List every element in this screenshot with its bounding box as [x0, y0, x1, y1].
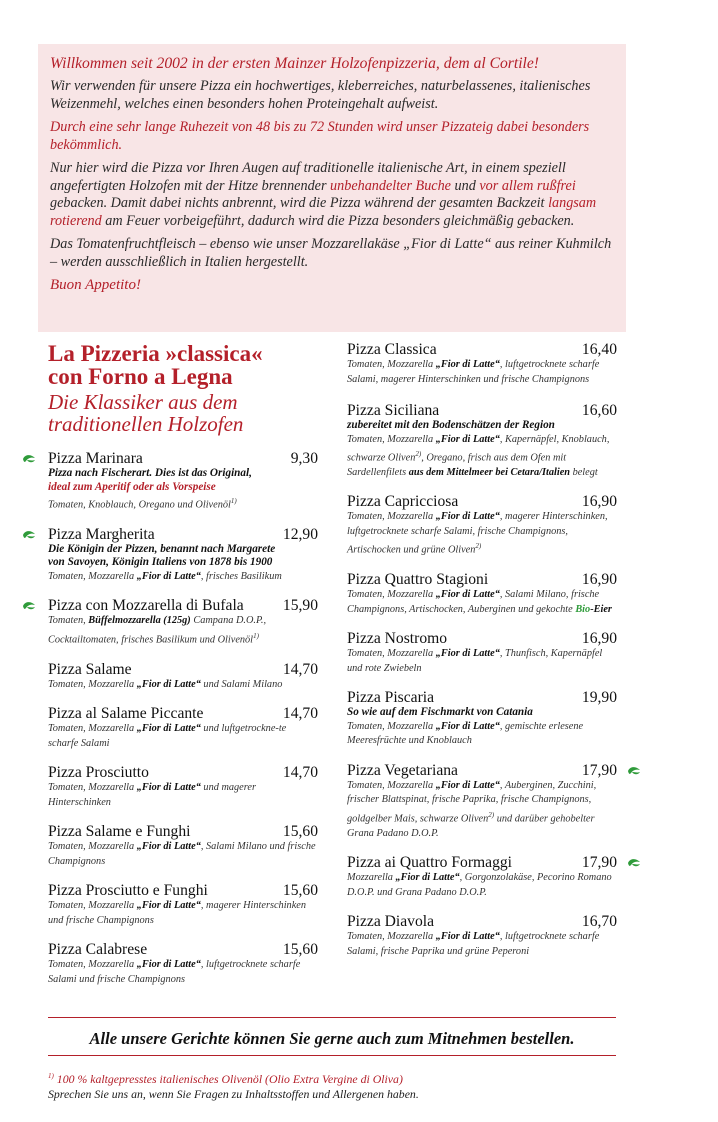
item-price: 9,30 [290, 450, 318, 467]
menu-item-bufala [48, 598, 318, 647]
takeaway-notice: Alle unsere Gerichte können Sie gerne auch zum Mitnehmen bestellen. [89, 1029, 575, 1048]
item-name: Pizza Capricciosa [347, 493, 459, 511]
leaf-icon [22, 601, 36, 611]
item-price: 15,60 [282, 882, 318, 900]
menu-item-margherita [48, 527, 318, 585]
item-description: Tomaten, Knoblauch, Oregano und Olivenöl$^{1)}$ [48, 497, 237, 511]
item-description: Tomaten, Mozzarella „Fior di Latte“, Salami Milano, frische Champignons, Artischocken, Auberginen und gekochte Bio-Eier [347, 589, 612, 615]
menu-item-salame-piccante [48, 706, 318, 751]
item-price: 14,70 [282, 660, 318, 678]
divider-bottom [48, 1055, 616, 1056]
item-lead: zubereitet mit den Bodenschätzen der Region [347, 419, 555, 431]
item-name: Pizza con Mozzarella di Bufala [48, 597, 244, 615]
item-lead: So wie auf dem Fischmarkt von Catania [347, 706, 533, 719]
item-description: Tomaten, Mozzarella „Fior di Latte“ und luftgetrockne-te scharfe Salami [48, 723, 287, 749]
menu-item-classica [347, 342, 617, 387]
menu-item-prosciutto-funghi [48, 883, 318, 928]
leaf-icon [22, 454, 36, 464]
section-subtitle: Die Klassiker aus dem traditionellen Holzofen [48, 390, 244, 436]
item-name: Pizza Prosciutto e Funghi [48, 882, 208, 900]
item-description: Tomaten, Mozzarella „Fior di Latte“, Salami Milano und frische Champignons [48, 841, 316, 867]
item-description: Tomaten, Mozzarella „Fior di Latte“, Kapernäpfel, Knoblauch, schwarze Oliven$^{2)}$, Oregano, frisch aus dem Ofen mit Sardellenfilets aus dem Mittelmeer bei Cetara/Italien belegt [347, 433, 610, 478]
menu-item-prosciutto [48, 765, 318, 810]
item-price: 12,90 [282, 525, 318, 543]
item-name: Pizza Classica [347, 341, 437, 358]
item-name: Pizza Prosciutto [48, 764, 149, 782]
item-price: 16,70 [581, 913, 617, 931]
allergen-notice: Sprechen Sie uns an, wenn Sie Fragen zu Inhaltsstoffen und Allergenen haben. [48, 1087, 419, 1101]
right-column [347, 342, 617, 959]
item-lead: Die Königin der Pizzen, benannt nach Margarete [48, 542, 276, 555]
intro-paragraph-oven: Nur hier wird die Pizza vor Ihren Augen auf traditionelle italienische Art, in einem speziell angefertigten Holzofen mit der Hitze brennender unbehandelter Buche und vor allem rußfrei gebacken. Damit dabei nichts anbrennt, wird die Pizza während der gesamten Backzeit langsam rotierend am Feuer vorbeigeführt, dadurch wird die Pizza besonders gleichmäßig gebacken. [50, 160, 597, 229]
item-price: 16,40 [581, 341, 617, 358]
item-description: Tomaten, Mozzarella „Fior di Latte“, gemischte erlesene Meeresfrüchte und Knoblauch [347, 720, 584, 747]
intro-paragraph-flour: Wir verwenden für unsere Pizza ein hochwertiges, kleberreiches, naturbelassenes, italienisches Weizenmehl, welches einen besonders hohen Proteingehalt aufweist. [50, 78, 591, 112]
section-title: La Pizzeria »classica« con Forno a Legna [48, 341, 263, 389]
item-name: Pizza Marinara [48, 450, 143, 467]
item-name: Pizza Salame e Funghi [48, 823, 191, 841]
item-name: Pizza Vegetariana [347, 761, 458, 779]
item-price: 15,60 [282, 941, 318, 959]
leaf-icon [22, 530, 36, 540]
item-price: 16,60 [581, 402, 617, 419]
item-description: Tomaten, Mozzarella „Fior di Latte“, Thunfisch, Kapernäpfel und rote Zwiebeln [347, 648, 603, 674]
item-price: 16,90 [581, 571, 617, 589]
item-description: Tomaten, Mozzarella „Fior di Latte“, Auberginen, Zucchini, frischer Blattspinat, frische Paprika, frische Champignons, goldgelber Mais, schwarze Oliven$^{2)}$ und darüber gehobelter Grana Padano D.O.P. [347, 779, 597, 839]
menu-item-marinara [48, 451, 318, 513]
item-description: Tomaten, Mozzarella „Fior di Latte“ und magerer Hinterschinken [48, 782, 256, 808]
menu-item-salame-funghi [48, 824, 318, 869]
item-name: Pizza Margherita [48, 525, 155, 543]
item-description: Tomaten, Mozzarella „Fior di Latte“, magerer Hinterschinken, luftgetrocknete scharfe Salami, frische Champignons, Artischocken und grüne Oliven$^{2)}$ [347, 511, 608, 556]
item-description: Mozzarella „Fior di Latte“, Gorgonzolakäse, Pecorino Romano D.O.P. und Grana Padano D.O.P. [347, 872, 612, 898]
footnote-olive-oil: $^{1)}$ 100 % kaltgepresstes italienisches Olivenöl (Olio Extra Vergine di Oliva) [48, 1072, 403, 1086]
item-name: Pizza al Salame Piccante [48, 705, 204, 723]
item-lead-highlight: ideal zum Aperitif oder als Vorspeise [48, 480, 216, 493]
item-description: Tomaten, Mozzarella „Fior di Latte“, luftgetrocknete scharfe Salami, frische Paprika und grüne Peperoni [347, 931, 600, 957]
item-lead: von Savoyen, Königin Italiens von 1878 bis 1900 [48, 556, 273, 569]
item-price: 14,70 [282, 764, 318, 782]
left-column [48, 342, 318, 987]
item-description: Tomaten, Mozzarella „Fior di Latte“, magerer Hinterschinken und frische Champignons [48, 900, 306, 926]
welcome-text: Willkommen seit 2002 in der ersten Mainzer Holzofenpizzeria, dem al Cortile! [50, 55, 539, 72]
item-description: Tomaten, Mozzarella „Fior di Latte“, luftgetrocknete scharfe Salami und frische Champignons [48, 959, 301, 985]
item-name: Pizza Quattro Stagioni [347, 571, 489, 589]
item-name: Pizza Calabrese [48, 941, 148, 959]
item-price: 16,90 [581, 630, 617, 648]
leaf-icon [627, 858, 641, 868]
item-price: 19,90 [581, 689, 617, 707]
menu-item-quattro-stagioni [347, 572, 617, 617]
item-price: 17,90 [581, 761, 617, 779]
item-description: Tomaten, Mozzarella „Fior di Latte“ und Salami Milano [48, 678, 283, 690]
menu-item-piscaria [347, 690, 617, 749]
item-name: Pizza Piscaria [347, 689, 435, 707]
menu-item-salame [48, 662, 318, 693]
intro-box [38, 44, 626, 332]
menu-item-nostromo [347, 631, 617, 676]
item-description: Tomaten, Mozzarella „Fior di Latte“, luftgetrocknete scharfe Salami, magerer Hinterschinken und frische Champignons [347, 359, 600, 385]
item-price: 16,90 [581, 493, 617, 511]
menu-item-quattro-formaggi [347, 855, 617, 900]
item-price: 17,90 [581, 854, 617, 872]
item-name: Pizza Nostromo [347, 630, 448, 648]
item-name: Pizza Salame [48, 660, 132, 678]
divider-top [48, 1017, 616, 1018]
item-lead: Pizza nach Fischerart. Dies ist das Original, [48, 467, 252, 479]
item-description: Tomaten, Mozzarella „Fior di Latte“, frisches Basilikum [48, 570, 282, 582]
item-name: Pizza Diavola [347, 913, 435, 931]
item-name: Pizza ai Quattro Formaggi [347, 854, 512, 872]
menu-item-calabrese [48, 942, 318, 987]
intro-paragraph-tomatoes: Das Tomatenfruchtfleisch – ebenso wie unser Mozzarellakäse „Fior di Latte“ aus reiner Kuhmilch – werden ausschließlich in Italien hergestellt. [50, 236, 612, 270]
intro-paragraph-dough: Durch eine sehr lange Ruhezeit von 48 bis zu 72 Stunden wird unser Pizzateig dabei besonders bekömmlich. [50, 119, 590, 153]
item-price: 15,90 [282, 597, 318, 615]
menu-item-diavola [347, 914, 617, 959]
menu-item-vegetariana [347, 763, 617, 841]
leaf-icon [627, 766, 641, 776]
item-name: Pizza Siciliana [347, 402, 440, 419]
item-price: 15,60 [282, 823, 318, 841]
item-description: Tomaten, Büffelmozzarella (125g) Campana D.O.P., Cocktailtomaten, frisches Basilikum und Olivenöl$^{1)}$ [48, 615, 267, 646]
menu-item-siciliana [347, 403, 617, 480]
menu-item-capricciosa [347, 494, 617, 558]
buon-appetito: Buon Appetito! [50, 277, 141, 293]
item-price: 14,70 [282, 705, 318, 723]
